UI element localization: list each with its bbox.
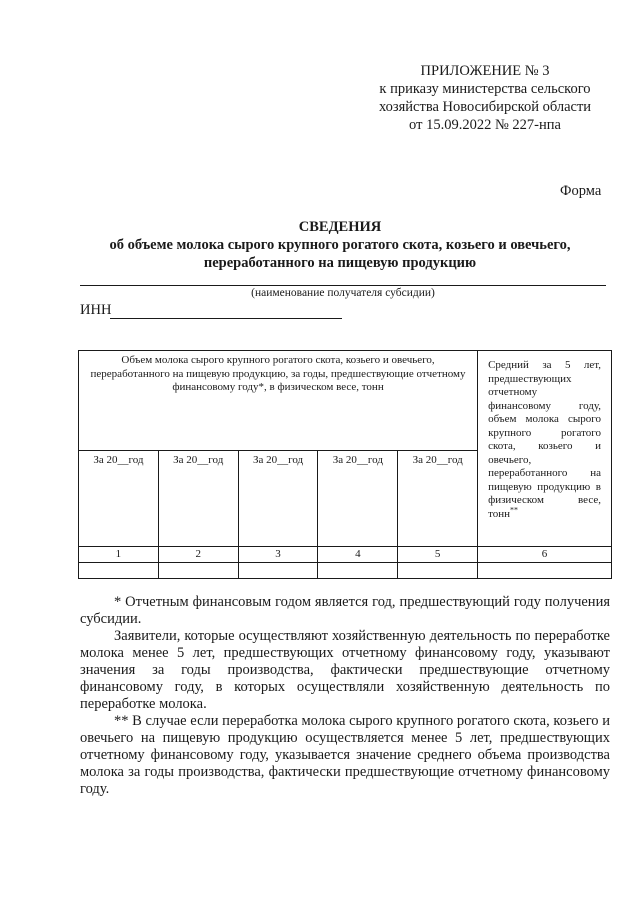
value-cell-3[interactable] (238, 563, 318, 579)
value-cell-5[interactable] (398, 563, 478, 579)
year-header-4: За 20__год (318, 451, 398, 547)
value-cell-1[interactable] (79, 563, 159, 579)
document-title (60, 218, 620, 272)
value-cell-6[interactable] (478, 563, 612, 579)
appendix-line-1: к приказу министерства сельского (379, 81, 591, 97)
recipient-caption: (наименование получателя субсидии) (251, 287, 435, 299)
title-line-2: переработанного на пищевую продукцию (203, 255, 477, 271)
inn-label: ИНН (80, 302, 112, 318)
year-header-3: За 20__год (238, 451, 318, 547)
appendix-header (370, 62, 600, 134)
table-group-header: Объем молока сырого крупного рогатого скота, козьего и овечьего, переработанного на пищевую продукцию, за годы, предшествующие отчетному финансовому году*, в физическом весе, тонн (79, 351, 478, 451)
form-label: Форма (560, 183, 602, 199)
appendix-line-3: от 15.09.2022 № 227-нпа (409, 117, 561, 133)
average-header-footnote-mark: ** (510, 504, 518, 514)
footnote-1: * Отчетным финансовым годом является год, предшествующий году получения субсидии. (80, 594, 610, 627)
column-number-5: 5 (398, 547, 478, 563)
average-header-text: Средний за 5 лет, предшествующих отчетному финансовому году, объем молока сырого крупного рогатого скота, козьего и овечьего, переработанного на пищевую продукцию в физическом весе, тонн (488, 359, 601, 520)
year-header-2: За 20__год (158, 451, 238, 547)
footnotes (80, 594, 610, 798)
value-cell-2[interactable] (158, 563, 238, 579)
value-cell-4[interactable] (318, 563, 398, 579)
column-number-1: 1 (79, 547, 159, 563)
column-number-3: 3 (238, 547, 318, 563)
year-header-1: За 20__год (79, 451, 159, 547)
column-number-6: 6 (478, 547, 612, 563)
title-main: СВЕДЕНИЯ (298, 219, 382, 235)
column-number-4: 4 (318, 547, 398, 563)
column-number-2: 2 (158, 547, 238, 563)
footnote-2: Заявители, которые осуществляют хозяйственную деятельность по переработке молока менее 5 лет, предшествующих отчетному финансовому году, указывают значения за годы производства, фактически предшествующие отчетному финансовому году, в которых осуществляли хозяйственную деятельность по переработке молока. (80, 628, 610, 712)
table-average-header (478, 351, 612, 547)
inn-line (110, 318, 342, 319)
appendix-number: ПРИЛОЖЕНИЕ № 3 (420, 63, 550, 79)
recipient-name-line (80, 285, 606, 286)
year-header-5: За 20__год (398, 451, 478, 547)
title-line-1: об объеме молока сырого крупного рогатого скота, козьего и овечьего, (109, 237, 571, 253)
volume-table (78, 350, 612, 579)
appendix-line-2: хозяйства Новосибирской области (378, 99, 592, 115)
footnote-3: ** В случае если переработка молока сырого крупного рогатого скота, козьего и овечьего на пищевую продукцию осуществляется менее 5 лет, предшествующих отчетному финансовому году, указывается значение среднего объема производства молока за годы производства, фактически предшествующие отчетному финансовому году. (80, 713, 610, 797)
